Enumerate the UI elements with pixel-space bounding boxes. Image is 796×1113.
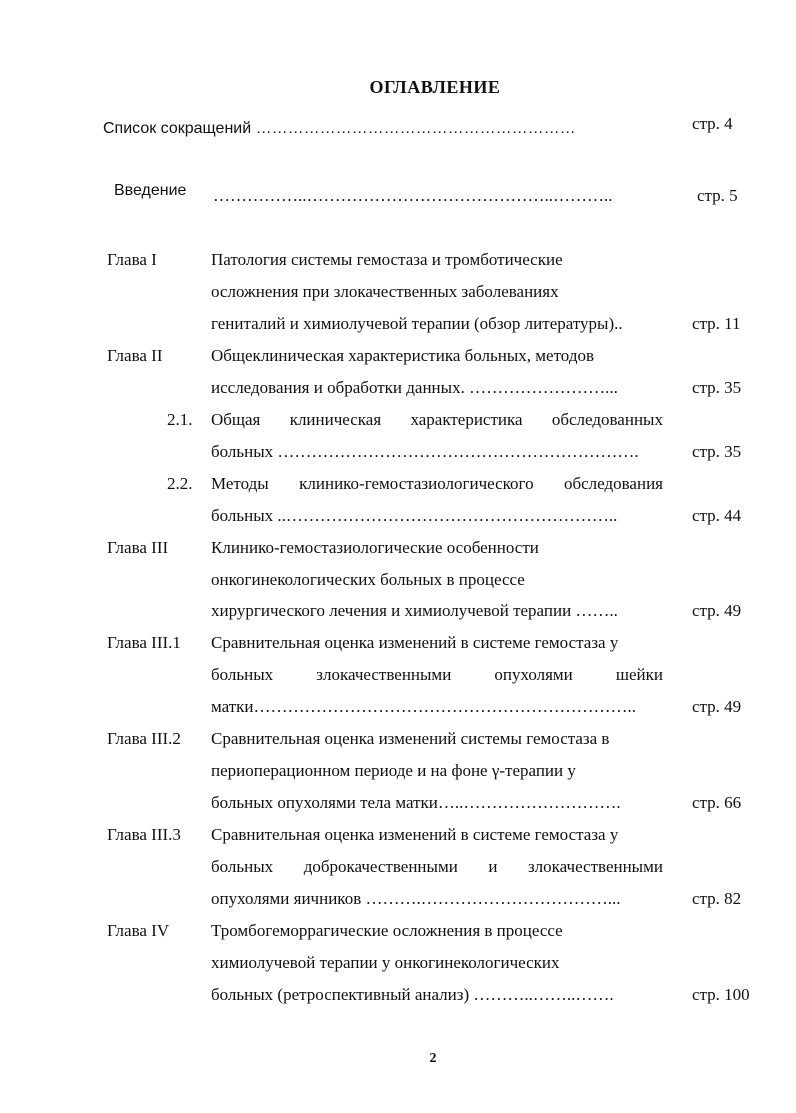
chapter-3-2-title-line: периоперационном периоде и на фоне γ-терапии у <box>211 761 576 780</box>
toc-entry-abbreviations: Список сокращений …………………………………………………… <box>103 120 576 137</box>
chapter-3-2-label: Глава III.2 <box>107 729 181 748</box>
chapter-3-3-title-line: опухолями яичников ……….……………………………... <box>211 889 621 908</box>
title-word: характеристика <box>410 410 523 429</box>
chapter-1-label: Глава I <box>107 250 157 269</box>
chapter-3-1-label: Глава III.1 <box>107 633 181 652</box>
chapter-3-2-title-line: Сравнительная оценка изменений системы гемостаза в <box>211 729 610 748</box>
page-ref-section-2-1: стр. 35 <box>692 442 742 461</box>
title-word: доброкачественными <box>303 857 458 876</box>
page-ref-chapter-3-3: стр. 82 <box>692 889 742 908</box>
chapter-2-label: Глава II <box>107 346 163 365</box>
page-ref-chapter-4: стр. 100 <box>692 985 750 1004</box>
title-word: больных <box>211 857 274 876</box>
chapter-3-1-title-line: Сравнительная оценка изменений в системе гемостаза у <box>211 633 619 652</box>
chapter-3-title-line: Клинико-гемостазиологические особенности <box>211 538 539 557</box>
page-ref-chapter-2: стр. 35 <box>692 378 742 397</box>
section-2-1-title-line: больных ………………………………………………………. <box>211 442 639 461</box>
title-word: больных <box>211 665 274 684</box>
chapter-4-label: Глава IV <box>107 921 170 940</box>
title-word: шейки <box>615 665 663 684</box>
section-2-2-title-line: больных ..………………………………………………….. <box>211 506 618 525</box>
chapter-4-title-line: химиолучевой терапии у онкогинекологических <box>211 953 560 972</box>
page-ref-chapter-3: стр. 49 <box>692 601 742 620</box>
section-2-1-label: 2.1. <box>167 410 193 429</box>
title-word: клинико-гемостазиологического <box>299 474 534 493</box>
chapter-3-3-title-line: Сравнительная оценка изменений в системе гемостаза у <box>211 825 619 844</box>
chapter-3-1-title-line <box>211 665 663 685</box>
title-word: и <box>488 857 498 876</box>
chapter-3-title-line: онкогинекологических больных в процессе <box>211 570 525 589</box>
title-word: злокачественными <box>527 857 663 876</box>
title-word: обследованных <box>551 410 663 429</box>
title-word: Методы <box>211 474 269 493</box>
introduction-dots: ……………..……………………………………..……….. <box>213 186 613 205</box>
toc-heading: ОГЛАВЛЕНИЕ <box>369 77 501 97</box>
page-ref-chapter-3-2: стр. 66 <box>692 793 742 812</box>
page-ref-section-2-2: стр. 44 <box>692 506 742 525</box>
title-word: злокачественными <box>316 665 452 684</box>
chapter-1-title-line: осложнения при злокачественных заболеваниях <box>211 282 559 301</box>
title-word: опухолями <box>494 665 573 684</box>
chapter-3-title-line: хирургического лечения и химиолучевой терапии …….. <box>211 601 618 620</box>
chapter-2-title-line: исследования и обработки данных. ……………………... <box>211 378 618 397</box>
chapter-1-title-line: гениталий и химиолучевой терапии (обзор литературы).. <box>211 314 623 333</box>
chapter-4-title-line: Тромбогеморрагические осложнения в процессе <box>211 921 563 940</box>
section-2-2-title-line <box>211 474 663 494</box>
title-word: Общая <box>211 410 261 429</box>
section-2-2-label: 2.2. <box>167 474 193 493</box>
chapter-1-title-line: Патология системы гемостаза и тромботические <box>211 250 563 269</box>
page-number: 2 <box>429 1051 437 1066</box>
chapter-3-3-label: Глава III.3 <box>107 825 181 844</box>
chapter-3-1-title-line: матки………………………………………………………….. <box>211 697 637 716</box>
chapter-4-title-line: больных (ретроспективный анализ) ………..……..……. <box>211 985 614 1004</box>
chapter-2-title-line: Общеклиническая характеристика больных, методов <box>211 346 594 365</box>
title-word: обследования <box>563 474 663 493</box>
page-ref-introduction: стр. 5 <box>697 186 738 205</box>
page-ref-chapter-1: стр. 11 <box>692 314 741 333</box>
chapter-3-2-title-line: больных опухолями тела матки…..………………………. <box>211 793 621 812</box>
chapter-3-3-title-line <box>211 857 663 877</box>
page-ref-abbreviations: стр. 4 <box>692 114 733 133</box>
title-word: клиническая <box>289 410 382 429</box>
toc-entry-introduction: Введение <box>114 182 187 199</box>
page-ref-chapter-3-1: стр. 49 <box>692 697 742 716</box>
chapter-3-label: Глава III <box>107 538 169 557</box>
section-2-1-title-line <box>211 410 663 430</box>
